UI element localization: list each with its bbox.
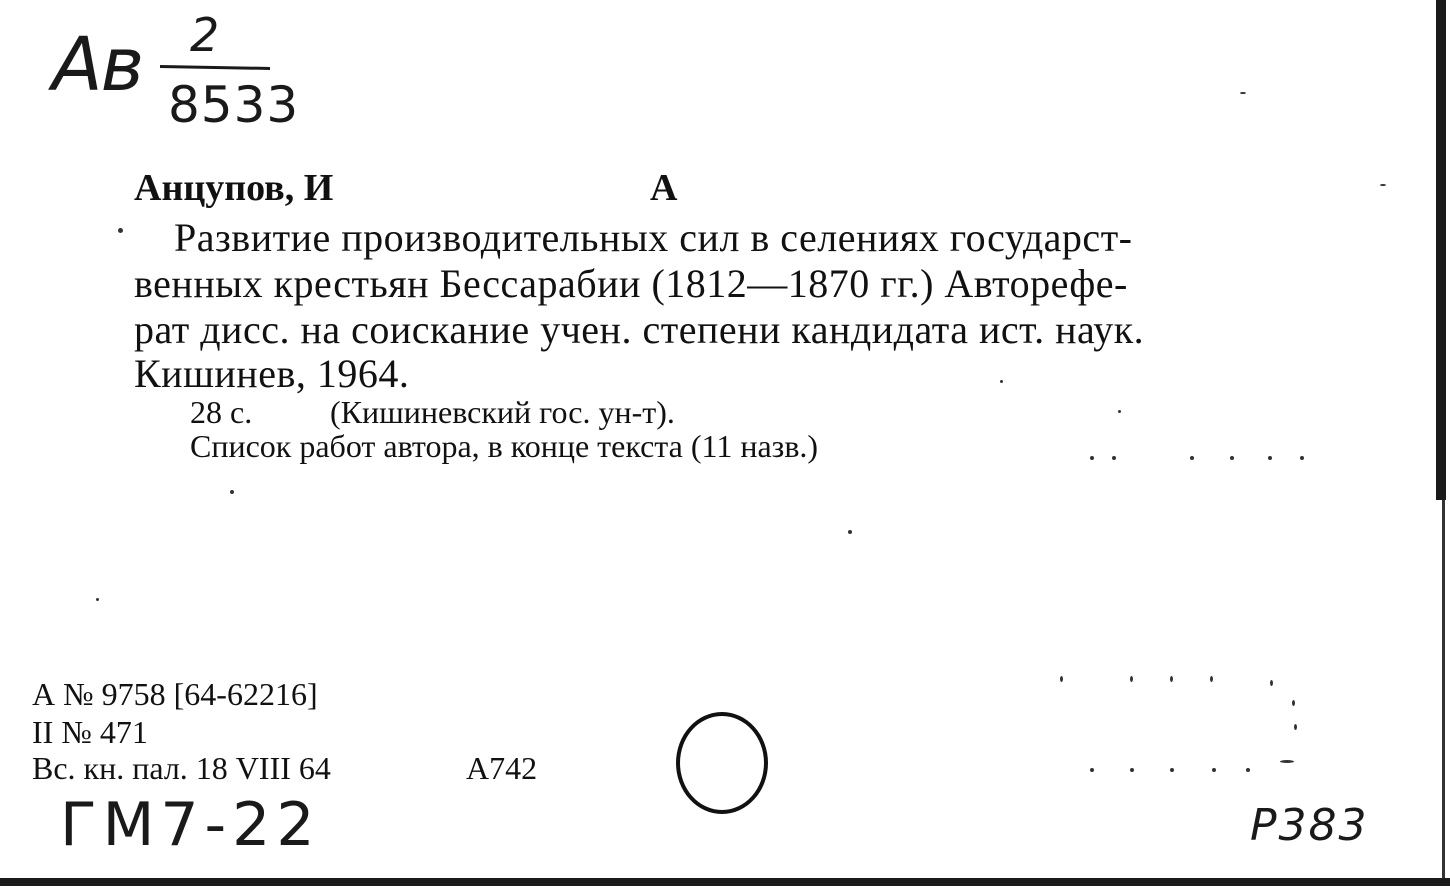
card-right-edge-thin <box>1442 500 1445 880</box>
scan-speck <box>1130 768 1134 772</box>
entry-series: (Кишиневский гос. ун-т). <box>330 394 675 430</box>
entry-title-line: Кишинев, 1964. <box>134 351 410 396</box>
scan-speck <box>1268 456 1272 460</box>
scan-speck <box>1292 700 1295 706</box>
scan-speck <box>1270 680 1273 686</box>
scan-speck <box>1130 676 1133 682</box>
scan-speck <box>1380 184 1386 186</box>
shelfmark-numerator: 2 <box>190 8 220 62</box>
scan-speck <box>1090 456 1094 460</box>
scan-speck <box>118 228 123 233</box>
shelfmark-fraction-line <box>160 65 270 70</box>
scan-speck <box>1090 768 1094 772</box>
registration-line-3: Вс. кн. пал. 18 VIII 64 <box>32 750 331 786</box>
registration-code: А742 <box>466 750 538 786</box>
shelfmark-denominator: 8533 <box>168 76 300 134</box>
scan-speck <box>1230 456 1234 460</box>
scan-speck <box>848 530 852 534</box>
scan-speck <box>1190 456 1194 460</box>
entry-pages: 28 с. <box>190 394 253 430</box>
scan-speck <box>1280 760 1294 763</box>
registration-line-2: II № 471 <box>32 714 148 750</box>
scan-speck <box>1000 380 1003 383</box>
scan-speck <box>1212 768 1216 772</box>
entry-notes: Список работ автора, в конце текста (11 назв.) <box>190 428 819 464</box>
entry-title-line: рат дисс. на соискание учен. степени кандидата ист. наук. <box>134 307 1145 352</box>
scan-speck <box>1246 768 1250 772</box>
registration-line-1: А № 9758 [64-62216] <box>32 676 318 712</box>
stamp-circle <box>676 712 768 814</box>
card-bottom-edge <box>0 878 1450 886</box>
scan-speck <box>1210 676 1213 682</box>
entry-title-line: венных крестьян Бессарабии (1812—1870 гг.) Авторефе- <box>134 261 1128 306</box>
scan-speck <box>1300 456 1304 460</box>
entry-title-line: Развитие производительных сил в селениях государст- <box>174 215 1133 260</box>
scan-speck <box>1170 768 1174 772</box>
card-right-edge <box>1436 0 1446 500</box>
scan-speck <box>1060 676 1063 682</box>
scan-speck <box>230 490 234 494</box>
scan-speck <box>96 598 99 601</box>
scan-speck <box>1112 456 1116 460</box>
scan-speck <box>1118 410 1121 413</box>
handwritten-note-bottom-left: ГМ7-22 <box>60 790 321 860</box>
shelfmark-prefix: Ав <box>52 22 143 108</box>
entry-author-second-initial: А <box>650 167 678 209</box>
scan-speck <box>1294 724 1297 730</box>
entry-author: Анцупов, И <box>134 167 334 209</box>
scan-speck <box>1240 92 1246 94</box>
scan-speck <box>1170 676 1173 682</box>
handwritten-note-bottom-right: Р383 <box>1250 800 1369 851</box>
